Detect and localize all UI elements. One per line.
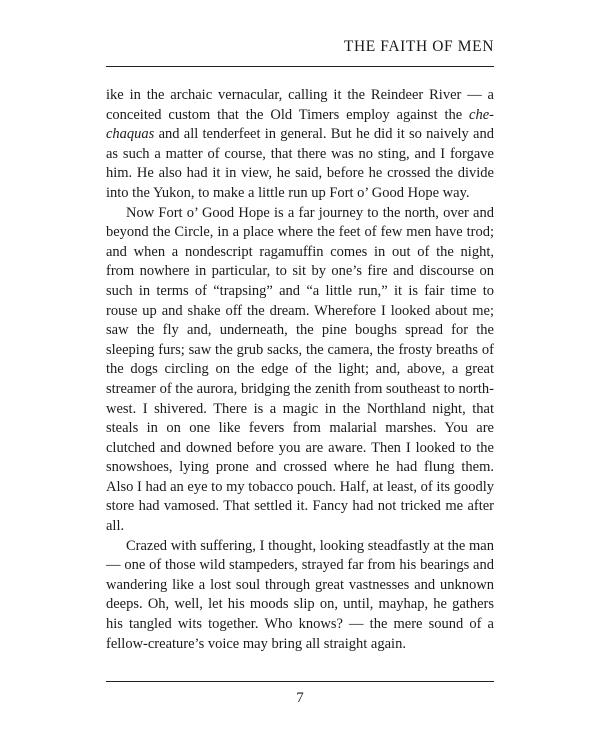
paragraph-1-italic: che-chaquas (106, 106, 494, 143)
body-text (106, 86, 494, 654)
running-head: THE FAITH OF MEN (343, 38, 494, 55)
paragraph-2: Now Fort o’ Good Hope is a far journey to the north, over and beyond the Circle, in a place where the feet of few men have trod; and when a nondescript ragamuffin comes in out of the night, from nowhere in particular, to sit by one’s fire and discourse on such in terms of “trapsing” and “a little run,” it is fair time to rouse up and shake off the dream. Wherefore I looked about me; saw the fly and, underneath, the pine boughs spread for the sleeping furs; saw the grub sacks, the camera, the frosty breaths of the dogs circling on the edge of the light; and, above, a great streamer of the aurora, bridging the zenith from southeast to north-west. I shivered. There is a magic in the Northland night, that steals in on one like fevers from malarial marshes. You are clutched and downed before you are aware. Then I looked to the snowshoes, lying prone and crossed where he had flung them. Also I had an eye to my tobacco pouch. Half, at least, of its goodly store had vamosed. That settled it. Fancy had not tricked me after all. (106, 204, 494, 535)
paragraph-3: Crazed with suffering, I thought, looking steadfastly at the man — one of those wild stampeders, strayed far from his bearings and wandering like a lost soul through great vastnesses and unknown deeps. Oh, well, let his moods slip on, until, mayhap, he gathers his tangled wits together. Who knows? — the mere sound of a fellow-creature’s voice may bring all straight again. (106, 537, 494, 652)
page-number: 7 (296, 690, 304, 706)
header-rule (106, 66, 494, 67)
paragraph-1-text: ike in the archaic vernacular, calling it the Reindeer River — a conceited custom that the Old Timers employ against the (106, 87, 494, 123)
paragraph-1 (106, 86, 494, 204)
paragraph-1-text-cont: and all tenderfeet in general. But he did it so naively and as such a matter of course, that there was no sting, and I forgave him. He also had it in view, he said, before he crossed the divide into the Yukon, to make a little run up Fort o’ Good Hope way. (106, 126, 494, 201)
footer-rule (106, 681, 494, 682)
